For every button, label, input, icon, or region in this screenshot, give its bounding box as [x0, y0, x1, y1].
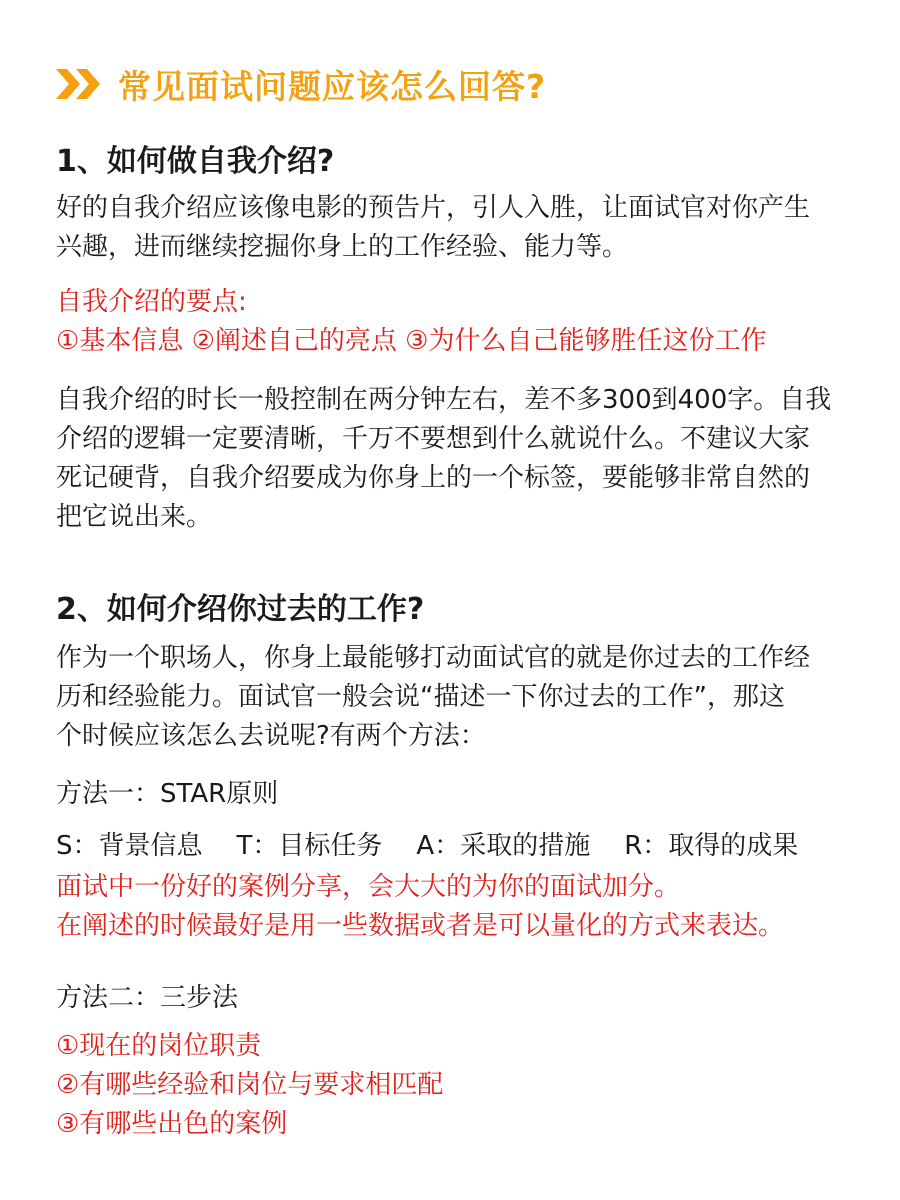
section1-detail [56, 381, 846, 537]
text-line: 死记硬背，自我介绍要成为你身上的一个标签，要能够非常自然的 [56, 463, 811, 493]
text-line: 介绍的逻辑一定要清晰，千万不要想到什么就说什么。不建议大家 [56, 424, 811, 454]
method2-steps [56, 1027, 846, 1144]
tip-line: 面试中一份好的案例分享，会大大的为你的面试加分。 [56, 872, 681, 902]
section1-intro [56, 189, 846, 267]
star-item-t: T：目标任务 [236, 831, 383, 861]
section2-intro [56, 639, 846, 756]
step-line: ③有哪些出色的案例 [56, 1109, 288, 1139]
section2-heading: 2、如何介绍你过去的工作? [56, 592, 425, 627]
step-line: ②有哪些经验和岗位与要求相匹配 [56, 1070, 444, 1100]
text-line: 自我介绍的时长一般控制在两分钟左右，差不多300到400字。自我 [56, 385, 832, 415]
tip-line: 在阐述的时候最好是用一些数据或者是可以量化的方式来表达。 [56, 911, 785, 941]
text-line: 作为一个职场人，你身上最能够打动面试官的就是你过去的工作经 [56, 643, 811, 673]
section1-key-points [56, 283, 846, 361]
double-chevron-right-icon [56, 69, 104, 99]
text-line: 兴趣，进而继续挖掘你身上的工作经验、能力等。 [56, 232, 629, 262]
star-item-r: R：取得的成果 [624, 831, 799, 861]
star-items [56, 827, 798, 866]
text-line: 把它说出来。 [56, 502, 213, 532]
key-points-title: 自我介绍的要点: [56, 287, 247, 317]
key-points-list: ①基本信息 ②阐述自己的亮点 ③为什么自己能够胜任这份工作 [56, 326, 767, 356]
method1-tips [56, 868, 846, 946]
star-item-a: A：采取的措施 [416, 831, 591, 861]
method1-title [56, 775, 846, 814]
method2-title [56, 979, 846, 1018]
method2-title-text: 方法二：三步法 [56, 983, 239, 1013]
section1-heading: 1、如何做自我介绍? [56, 144, 335, 179]
star-item-s: S：背景信息 [56, 831, 203, 861]
step-line: ①现在的岗位职责 [56, 1031, 262, 1061]
text-line: 历和经验能力。面试官一般会说“描述一下你过去的工作”，那这 [56, 682, 785, 712]
text-line: 个时候应该怎么去说呢?有两个方法： [56, 721, 486, 751]
text-line: 好的自我介绍应该像电影的预告片，引人入胜，让面试官对你产生 [56, 193, 811, 223]
page-title: 常见面试问题应该怎么回答? [118, 66, 547, 106]
article-header [56, 62, 546, 106]
method1-title-text: 方法一：STAR原则 [56, 779, 279, 809]
